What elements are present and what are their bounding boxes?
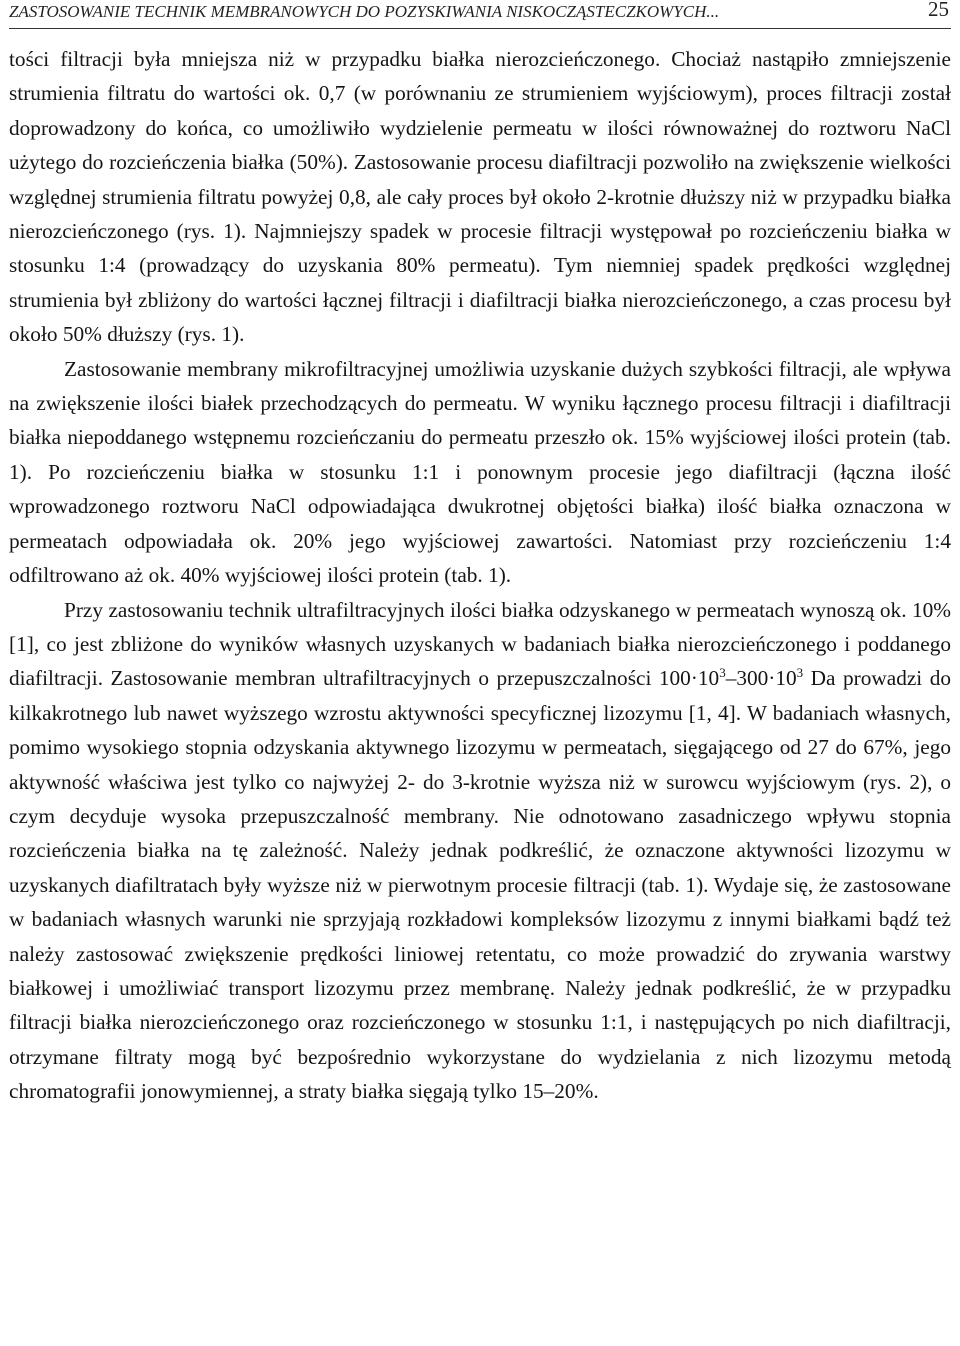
paragraph-2: Zastosowanie membrany mikrofiltracyjnej umożliwia uzyskanie dużych szybkości filtracji, ale wpływa na zwiększenie ilości białek przechodzących do permeatu. W wyniku łącznego procesu filtracji i diafiltracji białka niepoddanego wstępnemu rozcieńczaniu do permeatu przeszło ok. 15% wyjściowej ilości protein (tab. 1). Po rozcieńczeniu białka w stosunku 1:1 i ponownym procesie jego diafiltracji (łączna ilość wprowadzonego roztworu NaCl odpowiadająca dwukrotnej objętości białka) ilość białka oznaczona w permeatach odpowiadała ok. 20% jego wyjściowej zawartości. Natomiast przy rozcieńczeniu 1:4 odfiltrowano aż ok. 40% wyjściowej ilości protein (tab. 1). xyxy=(9,356,951,588)
running-title: ZASTOSOWANIE TECHNIK MEMBRANOWYCH DO POZYSKIWANIA NISKOCZĄSTECZKOWYCH... xyxy=(9,2,720,21)
body-text xyxy=(9,42,951,1109)
paragraph-3-text-before: Przy zastosowaniu technik ultrafiltracyjnych ilości białka odzyskanego w permeatach wynoszą ok. 10% [1], co jest zbliżone do wyników własnych uzyskanych w badaniach białka nierozcieńczonego i poddanego diafiltracji. Zastosowanie membran ultrafiltracyjnych o przepuszczalności 100·10 xyxy=(9,597,951,691)
superscript-exponent: 3 xyxy=(719,665,726,681)
superscript-exponent: 3 xyxy=(796,665,804,681)
paragraph-1: tości filtracji była mniejsza niż w przypadku białka nierozcieńczonego. Chociaż nastąpiło zmniejszenie strumienia filtratu do wartości ok. 0,7 (w porównaniu ze strumieniem wyjściowym), proces filtracji został doprowadzony do końca, co umożliwiło wydzielenie permeatu w ilości równoważnej do roztworu NaCl użytego do rozcieńczenia białka (50%). Zastosowanie procesu diafiltracji pozwoliło na zwiększenie wielkości względnej strumienia filtratu powyżej 0,8, ale cały proces był około 2-krotnie dłuższy niż w przypadku białka nierozcieńczonego (rys. 1). Najmniejszy spadek w procesie filtracji występował po rozcieńczeniu białka w stosunku 1:4 (prowadzący do uzyskania 80% permeatu). Tym niemniej spadek prędkości względnej strumienia był zbliżony do wartości łącznej filtracji i diafiltracji białka nierozcieńczonego, a czas procesu był około 50% dłuższy (rys. 1). xyxy=(9,47,951,347)
paragraph-3 xyxy=(9,593,951,1109)
paragraph-3-text-middle: –300·10 xyxy=(725,666,797,691)
running-header xyxy=(9,0,951,29)
page-number: 25 xyxy=(928,0,949,21)
paragraph-3-text-after: Da prowadzi do kilkakrotnego lub nawet wyższego wzrostu aktywności specyficznej lizozymu [1, 4]. W badaniach własnych, pomimo wysokiego stopnia odzyskania aktywnego lizozymu w permeatach, sięgającego od 27 do 67%, jego aktywność właściwa jest tylko co najwyżej 2- do 3-krotnie wyższa niż w surowcu wyjściowym (rys. 2), o czym decyduje wysoka przepuszczalność membrany. Nie odnotowano zasadniczego wpływu stopnia rozcieńczenia białka na tę zależność. Należy jednak podkreślić, że oznaczone aktywności lizozymu w uzyskanych diafiltratach były wyższe niż w pierwotnym procesie filtracji (tab. 1). Wydaje się, że zastosowane w badaniach własnych warunki nie sprzyjają rozkładowi kompleksów lizozymu z innymi białkami bądź też należy zastosować zwiększenie prędkości liniowej retentatu, co może prowadzić do zrywania warstwy białkowej i umożliwiać transport lizozymu przez membranę. Należy jednak podkreślić, że w przypadku filtracji białka nierozcieńczonego oraz rozcieńczonego w stosunku 1:1, i następujących po nich diafiltracji, otrzymane filtraty mogą być bezpośrednio wykorzystane do wydzielania z nich lizozymu metodą chromatografii jonowymiennej, a straty białka sięgają tylko 15–20%. xyxy=(9,666,951,1104)
